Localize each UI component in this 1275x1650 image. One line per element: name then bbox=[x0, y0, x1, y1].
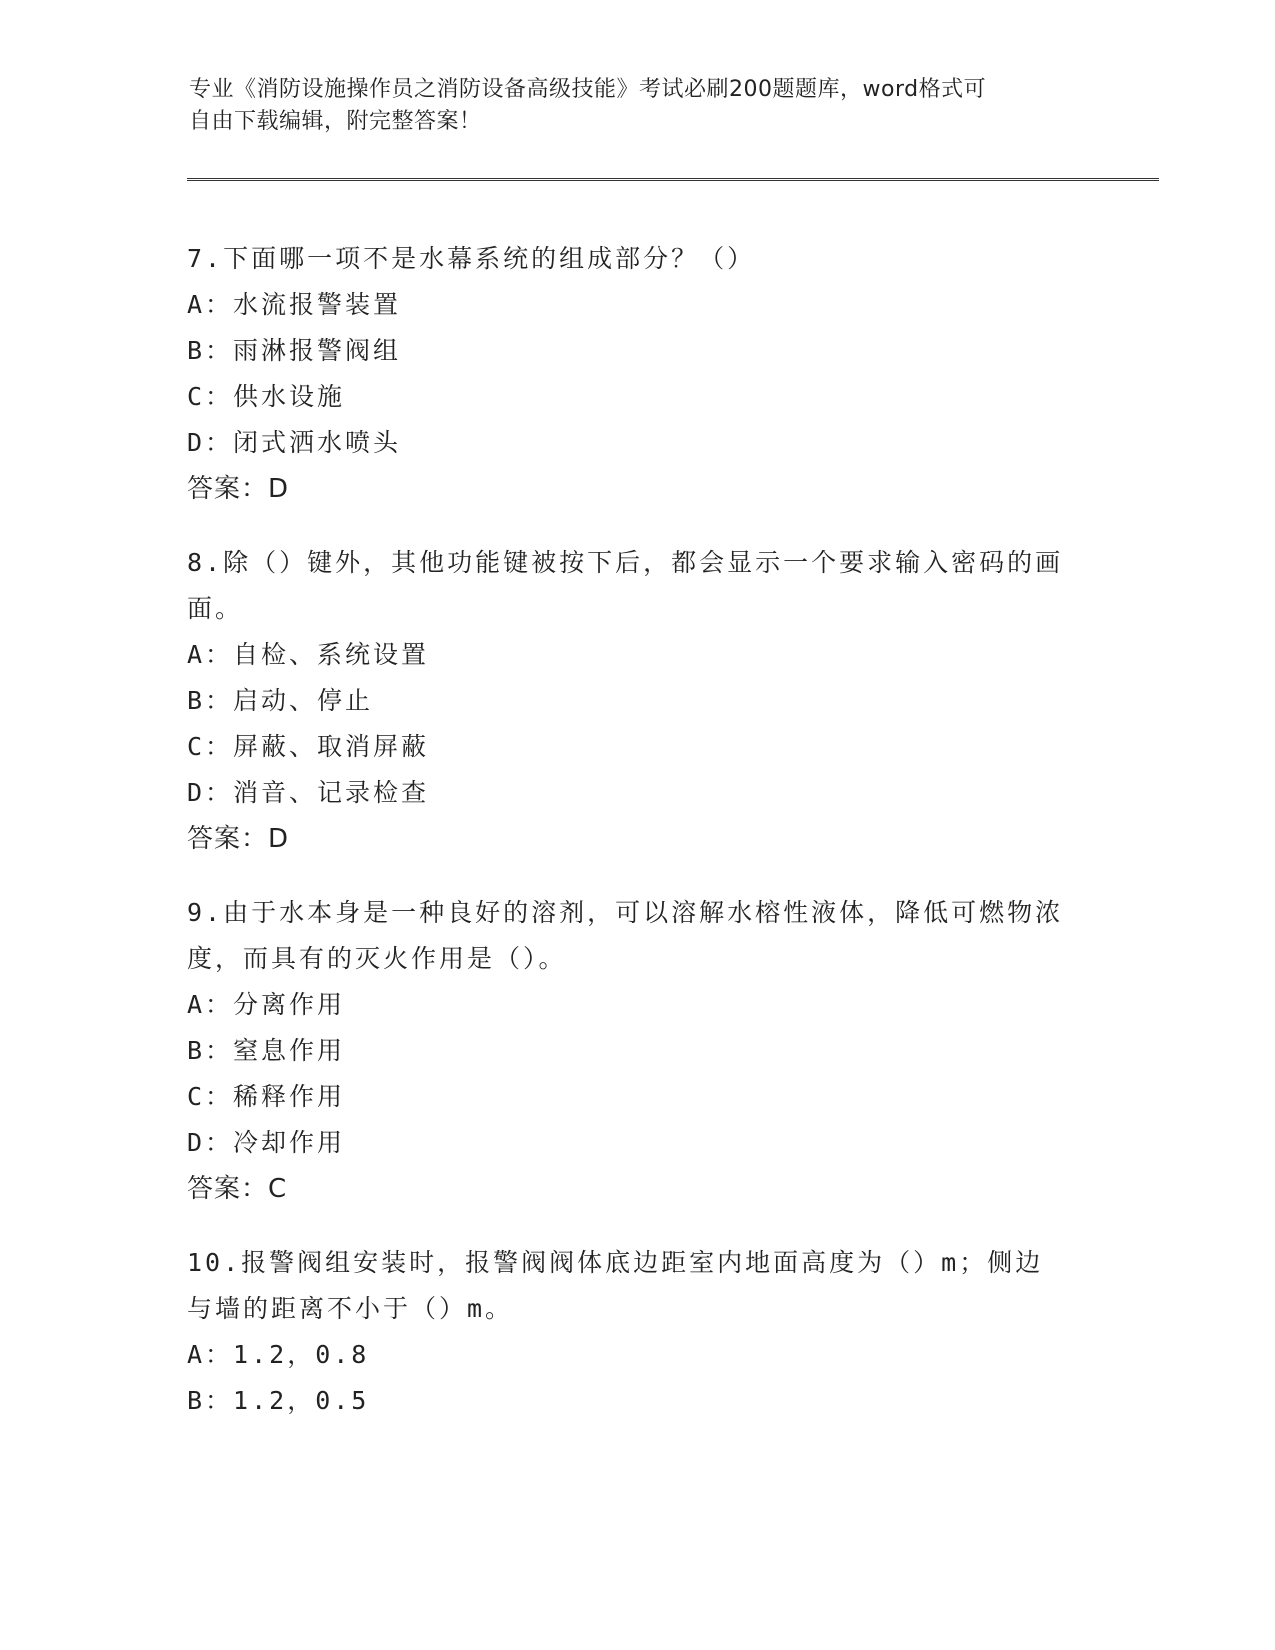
question-8 bbox=[187, 540, 1067, 862]
header-line-2: 自由下载编辑，附完整答案！ bbox=[189, 109, 482, 134]
option-c: C：屏蔽、取消屏蔽 bbox=[187, 732, 430, 761]
answer-label: 答案：D bbox=[187, 824, 290, 854]
document-header bbox=[189, 74, 1069, 138]
option-d: D：冷却作用 bbox=[187, 1128, 346, 1157]
option-a: A：水流报警装置 bbox=[187, 290, 402, 319]
question-10 bbox=[187, 1240, 1067, 1424]
option-c: C：供水设施 bbox=[187, 382, 346, 411]
option-c: C：稀释作用 bbox=[187, 1082, 346, 1111]
answer-label: 答案：D bbox=[187, 474, 290, 504]
question-9 bbox=[187, 890, 1067, 1212]
option-b: B：雨淋报警阀组 bbox=[187, 336, 402, 365]
option-b: B：窒息作用 bbox=[187, 1036, 346, 1065]
question-text: 8.除（）键外，其他功能键被按下后，都会显示一个要求输入密码的画面。 bbox=[187, 548, 1064, 623]
option-b: B：启动、停止 bbox=[187, 686, 374, 715]
header-line-1: 专业《消防设施操作员之消防设备高级技能》考试必刷200题题库，word格式可 bbox=[189, 77, 987, 102]
option-a: A：分离作用 bbox=[187, 990, 346, 1019]
header-divider bbox=[187, 178, 1159, 181]
option-a: A：自检、系统设置 bbox=[187, 640, 430, 669]
question-text: 9.由于水本身是一种良好的溶剂，可以溶解水榕性液体，降低可燃物浓度，而具有的灭火作用是（）。 bbox=[187, 898, 1064, 973]
question-text: 7.下面哪一项不是水幕系统的组成部分？（） bbox=[187, 244, 756, 273]
question-list bbox=[187, 236, 1067, 1452]
answer-label: 答案：C bbox=[187, 1174, 288, 1204]
option-d: D：闭式洒水喷头 bbox=[187, 428, 402, 457]
option-a: A：1.2，0.8 bbox=[187, 1340, 370, 1369]
question-7 bbox=[187, 236, 1067, 512]
question-text: 10.报警阀组安装时，报警阀阀体底边距室内地面高度为（）m；侧边与墙的距离不小于（）m。 bbox=[187, 1248, 1044, 1323]
option-d: D：消音、记录检查 bbox=[187, 778, 430, 807]
option-b: B：1.2，0.5 bbox=[187, 1386, 370, 1415]
